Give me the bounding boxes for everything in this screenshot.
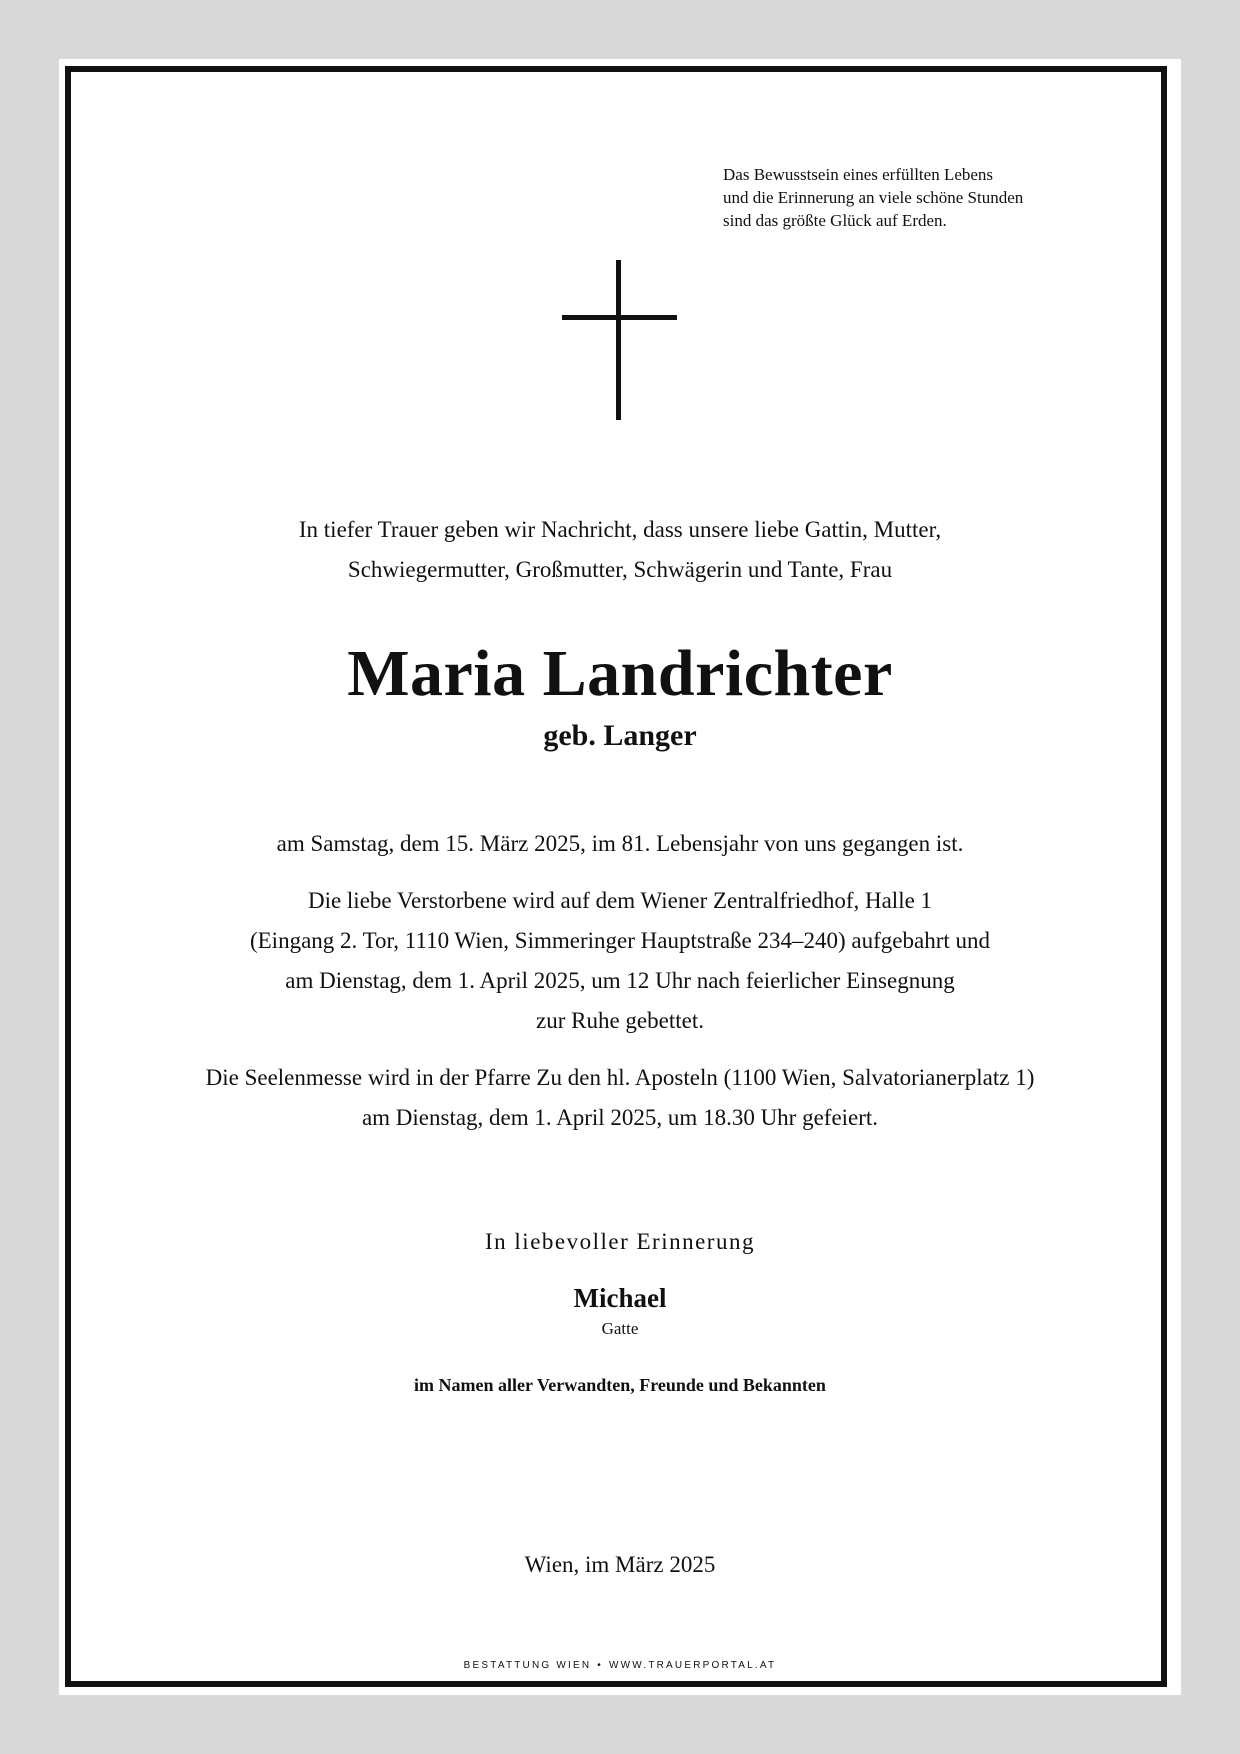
- footer-separator: •: [597, 1660, 603, 1671]
- signer-role: Gatte: [601, 1319, 639, 1338]
- maiden-name: geb. Langer: [543, 719, 697, 752]
- funeral-line: (Eingang 2. Tor, 1110 Wien, Simmeringer Hauptstraße 234–240) aufgebahrt und: [249, 928, 991, 953]
- intro-text: [120, 510, 1120, 590]
- signer-name: Michael: [573, 1283, 667, 1313]
- relatives-note: im Namen aller Verwandten, Freunde und Bekannten: [414, 1375, 826, 1395]
- motto-quote: [723, 163, 1023, 232]
- footer-company: BESTATTUNG WIEN: [463, 1660, 592, 1671]
- motto-line: sind das größte Glück auf Erden.: [723, 211, 947, 230]
- death-notice: am Samstag, dem 15. März 2025, im 81. Lebensjahr von uns gegangen ist.: [276, 831, 964, 856]
- motto-line: und die Erinnerung an viele schöne Stunden: [723, 188, 1024, 207]
- funeral-line: Die liebe Verstorbene wird auf dem Wiener Zentralfriedhof, Halle 1: [307, 888, 933, 913]
- footer-credit: [120, 1658, 1120, 1674]
- funeral-details: [120, 881, 1120, 1041]
- motto-line: Das Bewusstsein eines erfüllten Lebens: [723, 165, 994, 184]
- funeral-line: zur Ruhe gebettet.: [536, 1008, 704, 1033]
- footer-website: WWW.TRAUERPORTAL.AT: [608, 1660, 777, 1671]
- mass-line: am Dienstag, dem 1. April 2025, um 18.30 Uhr gefeiert.: [361, 1105, 879, 1130]
- funeral-line: am Dienstag, dem 1. April 2025, um 12 Uhr nach feierlicher Einsegnung: [285, 968, 955, 993]
- memory-phrase: In liebevoller Erinnerung: [485, 1229, 755, 1254]
- deceased-name: Maria Landrichter: [347, 637, 893, 710]
- mass-details: [120, 1058, 1120, 1138]
- place-date: Wien, im März 2025: [524, 1552, 716, 1577]
- mass-line: Die Seelenmesse wird in der Pfarre Zu den hl. Aposteln (1100 Wien, Salvatorianerplatz 1): [205, 1065, 1035, 1090]
- intro-line: Schwiegermutter, Großmutter, Schwägerin und Tante, Frau: [347, 557, 893, 582]
- intro-line: In tiefer Trauer geben wir Nachricht, dass unsere liebe Gattin, Mutter,: [298, 517, 942, 542]
- latin-cross-icon: [562, 260, 677, 420]
